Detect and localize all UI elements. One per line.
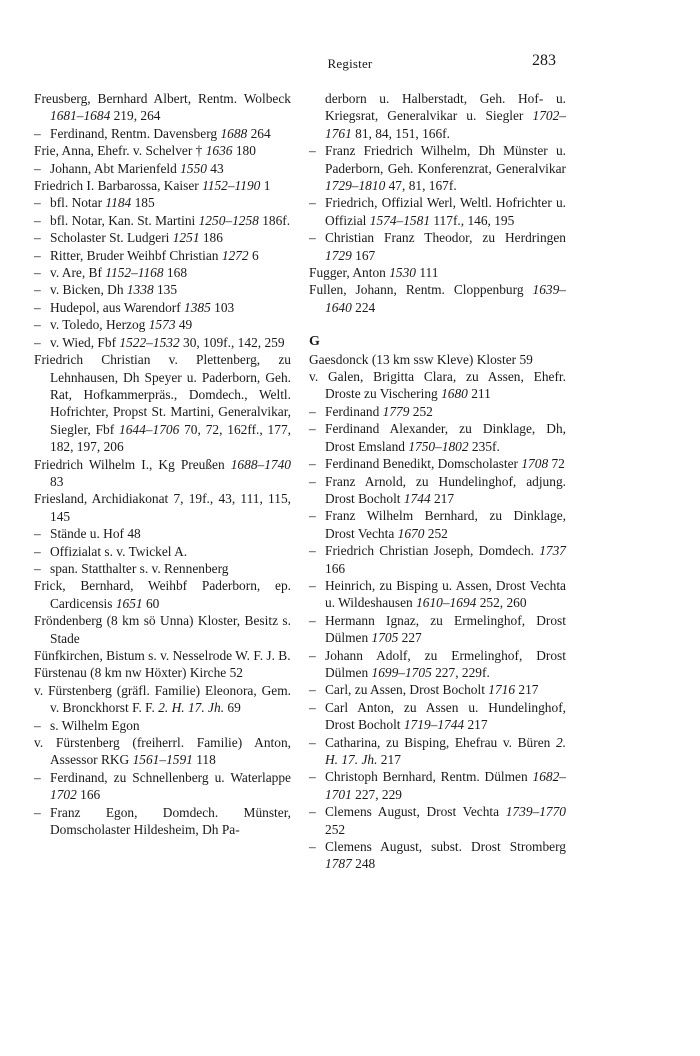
- subentry-dash: –: [309, 403, 316, 419]
- entry-text: Carl, zu Assen, Drost Bocholt: [325, 682, 489, 698]
- entry-date: 1636: [205, 143, 233, 159]
- entry-date: 1681–1684: [50, 108, 111, 124]
- index-subentry: [34, 264, 291, 281]
- entry-text: v. Fürstenberg (gräfl. Familie) Eleonora, Gem. v. Bronckhorst F. F.: [34, 682, 291, 716]
- entry-date: 1739–1770: [505, 804, 566, 820]
- subentry-dash: –: [34, 195, 41, 211]
- entry-text: 70, 72, 162ff., 177, 182, 197, 206: [50, 421, 291, 455]
- subentry-dash: –: [34, 560, 41, 576]
- subentry-dash: –: [309, 769, 316, 785]
- entry-date: 1702–1761: [325, 108, 566, 141]
- entry-text: Christian Franz Theodor, zu Herdringen: [325, 230, 566, 246]
- entry-date: 1550: [180, 160, 207, 176]
- index-subentry: [309, 577, 566, 612]
- entry-date: 1716: [488, 682, 516, 698]
- entry-text: v. Wied, Fbf: [50, 334, 120, 350]
- index-column-right: [309, 90, 566, 873]
- entry-text: Ferdinand, zu Schnellenberg u. Waterlappe: [50, 769, 291, 785]
- entry-date: 1750–1802: [408, 438, 469, 454]
- page-header-title: Register: [327, 56, 373, 71]
- entry-text: Johann, Abt Marienfeld: [50, 160, 181, 176]
- index-entry: [34, 664, 291, 681]
- entry-text: Johann Adolf, zu Ermelinghof, Drost Dülmen: [325, 647, 566, 680]
- index-subentry: [309, 507, 566, 542]
- entry-date: 1688–1740: [230, 456, 291, 472]
- index-subentry: [309, 142, 566, 194]
- entry-date: 1184: [105, 195, 132, 211]
- entry-date: 1272: [221, 247, 249, 263]
- index-subentry: [34, 299, 291, 316]
- index-subentry: [309, 473, 566, 508]
- entry-text: 60: [142, 595, 160, 611]
- entry-text: Friedrich Wilhelm I., Kg Preußen: [34, 456, 231, 472]
- entry-text: 217: [515, 682, 539, 698]
- entry-text: 211: [467, 386, 491, 402]
- entry-text: 69: [224, 700, 241, 716]
- index-entries-f: [309, 90, 566, 316]
- index-subentry: [309, 838, 566, 873]
- entry-text: Hudepol, aus Warendorf: [50, 299, 185, 315]
- entry-date: 1639–1640: [325, 282, 566, 315]
- subentry-dash: –: [34, 543, 41, 559]
- page-number: 283: [532, 52, 556, 69]
- entry-text: 264: [247, 125, 271, 141]
- subentry-dash: –: [309, 612, 316, 628]
- index-subentry: [309, 647, 566, 682]
- entry-date: 1787: [325, 856, 352, 872]
- entry-text: 81, 84, 151, 166f.: [351, 125, 450, 141]
- entry-text: 30, 109f., 142, 259: [179, 334, 285, 350]
- entry-text: 186: [199, 230, 223, 246]
- subentry-dash: –: [34, 230, 41, 246]
- entry-text: v. Fürstenberg (freiherrl. Familie) Anton, Assessor RKG: [34, 735, 291, 768]
- entry-date: 1251: [172, 230, 200, 246]
- entry-text: Franz Egon, Domdech. Münster, Domscholaster Hildesheim, Dh Pa-: [50, 804, 291, 838]
- entry-text: 118: [192, 752, 216, 768]
- index-entry: [309, 351, 566, 368]
- entry-text: 186f.: [258, 212, 291, 228]
- index-entry: [34, 734, 291, 769]
- entry-text: 1: [260, 178, 271, 194]
- subentry-dash: –: [34, 769, 41, 785]
- entry-text: 217: [464, 717, 488, 733]
- entry-text: 168: [163, 265, 188, 281]
- subentry-dash: –: [34, 125, 41, 141]
- entry-text: Fürstenau (8 km nw Höxter) Kirche 52: [34, 665, 243, 681]
- entry-text: v. Toledo, Herzog: [50, 317, 149, 333]
- index-subentry: [34, 229, 291, 246]
- index-subentry: [34, 281, 291, 298]
- entry-date: 1702: [50, 787, 77, 803]
- entry-date: 1250–1258: [198, 212, 259, 228]
- entry-date: 1729–1810: [325, 178, 386, 194]
- entry-text: bfl. Notar, Kan. St. Martini: [50, 212, 199, 228]
- entry-date: 1644–1706: [119, 421, 180, 437]
- entry-date: 1670: [397, 525, 425, 541]
- subentry-dash: –: [34, 282, 41, 298]
- entry-text: Gaesdonck (13 km ssw Kleve) Kloster 59: [309, 351, 533, 367]
- entry-text: derborn u. Halberstadt, Geh. Hof- u. Kriegsrat, Generalvikar u. Siegler: [325, 91, 566, 124]
- entry-date: 1574–1581: [369, 212, 431, 228]
- index-subentry: [309, 542, 566, 577]
- entry-date: 1719–1744: [403, 717, 465, 733]
- subentry-dash: –: [34, 717, 41, 733]
- subentry-dash: –: [34, 265, 41, 281]
- subentry-dash: –: [34, 247, 41, 263]
- index-subentry: [34, 717, 291, 734]
- index-subentry: [34, 316, 291, 333]
- entry-text: Friedrich I. Barbarossa, Kaiser: [34, 178, 203, 194]
- entry-text: Friedrich, Offizial Werl, Weltl. Hofrichter u. Offizial: [325, 195, 566, 228]
- entry-text: Heinrich, zu Bisping u. Assen, Drost Vechta u. Wildeshausen: [325, 577, 566, 611]
- entry-text: Franz Wilhelm Bernhard, zu Dinklage, Drost Vechta: [325, 508, 566, 541]
- index-entry: [34, 490, 291, 525]
- entry-text: 111: [415, 265, 439, 281]
- index-entry: [34, 682, 291, 717]
- entry-text: Frick, Bernhard, Weihbf Paderborn, ep. Cardicensis: [34, 578, 291, 611]
- entry-text: 103: [210, 299, 235, 315]
- entry-text: 252, 260: [476, 595, 527, 611]
- index-entry: [34, 142, 291, 159]
- entry-date: 1708: [521, 456, 549, 472]
- entry-text: Ritter, Bruder Weihbf Christian: [50, 247, 222, 263]
- index-subentry: [309, 699, 566, 734]
- entry-text: Ferdinand Alexander, zu Dinklage, Dh, Drost Emsland: [325, 421, 566, 454]
- entry-text: 219, 264: [110, 108, 161, 124]
- entry-text: 49: [175, 317, 193, 333]
- entry-text: v. Galen, Brigitta Clara, zu Assen, Ehefr. Droste zu Vischering: [309, 369, 566, 402]
- entry-date: 1744: [403, 490, 431, 506]
- index-subentry: [309, 612, 566, 647]
- entry-text: 217: [430, 490, 455, 506]
- index-entry: [34, 351, 291, 455]
- entry-text: Hermann Ignaz, zu Ermelinghof, Drost Dülmen: [325, 612, 566, 646]
- entry-text: 135: [153, 282, 178, 298]
- entry-text: 227, 229f.: [431, 664, 490, 680]
- index-subentry: [34, 525, 291, 542]
- index-entry: [309, 264, 566, 281]
- entry-text: Fröndenberg (8 km sö Unna) Kloster, Besitz s. Stade: [34, 613, 291, 646]
- subentry-dash: –: [309, 734, 316, 750]
- index-entry: [34, 577, 291, 612]
- entry-text: Offizialat s. v. Twickel A.: [50, 543, 188, 559]
- entry-text: 166: [325, 560, 346, 576]
- subentry-dash: –: [309, 839, 316, 855]
- index-subentry: [34, 560, 291, 577]
- entry-text: Ferdinand, Rentm. Davensberg: [50, 125, 221, 141]
- index-entry: [309, 368, 566, 403]
- index-subentry: [309, 194, 566, 229]
- entry-text: Freusberg, Bernhard Albert, Rentm. Wolbeck: [34, 91, 291, 106]
- index-subentry: [309, 734, 566, 769]
- entry-date: 1522–1532: [119, 334, 180, 350]
- entry-text: v. Are, Bf: [50, 265, 106, 281]
- entry-text: Friedrich Christian v. Plettenberg, zu Lehnhausen, Dh Speyer u. Paderborn, Geh. Rat, Hofkammerpräs., Domdech., Weltl. Hofrichter, Propst St. Martini, Generalvikar, Siegler, Fbf: [34, 352, 291, 437]
- index-subentry: [34, 160, 291, 177]
- entry-text: 217: [377, 752, 401, 768]
- index-subentry: [34, 212, 291, 229]
- letter-heading: G: [309, 334, 320, 350]
- entry-date: 1680: [441, 386, 468, 402]
- subentry-dash: –: [309, 456, 316, 472]
- entry-text: Franz Arnold, zu Hundelinghof, adjung. Drost Bocholt: [325, 473, 566, 506]
- entry-text: 167: [351, 247, 376, 263]
- index-subentry: [309, 229, 566, 264]
- entry-text: 252: [325, 821, 346, 837]
- subentry-dash: –: [309, 804, 316, 820]
- subentry-dash: –: [309, 195, 316, 211]
- index-entry: [309, 90, 566, 142]
- index-subentry: [309, 403, 566, 420]
- entry-date: 1530: [389, 265, 416, 281]
- subentry-dash: –: [309, 577, 316, 593]
- index-subentry: [309, 803, 566, 838]
- subentry-dash: –: [309, 143, 316, 159]
- entry-date: 1610–1694: [416, 595, 477, 611]
- index-subentry: [34, 125, 291, 142]
- subentry-dash: –: [34, 299, 41, 315]
- index-subentry: [34, 769, 291, 804]
- entry-date: 1561–1591: [132, 752, 193, 768]
- entry-date: 1573: [148, 317, 176, 333]
- entry-date: 1385: [184, 299, 211, 315]
- entry-date: 1651: [115, 595, 143, 611]
- subentry-dash: –: [34, 212, 41, 228]
- entry-date: 1338: [126, 282, 154, 298]
- index-entries-g: [309, 351, 566, 873]
- entry-date: 1152–1168: [105, 265, 164, 281]
- entry-text: Fullen, Johann, Rentm. Cloppenburg: [309, 282, 533, 298]
- index-entry: [34, 612, 291, 647]
- entry-text: Friedrich Christian Joseph, Domdech.: [325, 543, 540, 559]
- entry-date: 1152–1190: [202, 178, 261, 194]
- entry-text: 117f., 146, 195: [430, 212, 515, 228]
- entry-text: Fugger, Anton: [309, 265, 390, 281]
- entry-text: span. Statthalter s. v. Rennenberg: [50, 560, 229, 576]
- index-entry: [34, 647, 291, 664]
- index-subentry: [34, 543, 291, 560]
- entry-text: 235f.: [468, 438, 500, 454]
- entry-text: 227: [398, 630, 422, 646]
- index-column-left: [34, 90, 291, 838]
- subentry-dash: –: [309, 473, 316, 489]
- entry-date: 1699–1705: [371, 664, 432, 680]
- entry-text: v. Bicken, Dh: [50, 282, 127, 298]
- index-subentry: [309, 455, 566, 472]
- subentry-dash: –: [309, 421, 316, 437]
- entry-text: Ferdinand Benedikt, Domscholaster: [325, 456, 522, 472]
- entry-text: Frie, Anna, Ehefr. v. Schelver †: [34, 143, 206, 159]
- index-subentry: [34, 334, 291, 351]
- entry-date: 1779: [382, 403, 410, 419]
- entry-date: 1682–1701: [325, 769, 566, 802]
- entry-text: 248: [351, 856, 376, 872]
- subentry-dash: –: [34, 804, 41, 820]
- subentry-dash: –: [34, 526, 41, 542]
- entry-text: Ferdinand: [325, 403, 383, 419]
- entry-text: Franz Friedrich Wilhelm, Dh Münster u. Paderborn, Geh. Konferenzrat, Generalvikar: [325, 143, 566, 176]
- subentry-dash: –: [34, 334, 41, 350]
- entry-text: 252: [424, 525, 448, 541]
- entry-date: 2. H. 17. Jh.: [158, 700, 225, 716]
- subentry-dash: –: [309, 230, 316, 246]
- index-subentry: [34, 247, 291, 264]
- entry-date: 1705: [371, 630, 399, 646]
- subentry-dash: –: [34, 160, 41, 176]
- entry-text: bfl. Notar: [50, 195, 106, 211]
- index-subentry: [309, 768, 566, 803]
- entry-date: 1737: [539, 543, 566, 559]
- entry-text: 72: [548, 456, 565, 472]
- entry-text: 47, 81, 167f.: [385, 178, 457, 194]
- entry-text: Friesland, Archidiakonat 7, 19f., 43, 111, 115, 145: [34, 491, 291, 524]
- entry-text: 166: [76, 787, 101, 803]
- entry-text: Catharina, zu Bisping, Ehefrau v. Büren: [325, 734, 556, 750]
- entry-text: Christoph Bernhard, Rentm. Dülmen: [325, 769, 533, 785]
- index-subentry: [34, 194, 291, 211]
- entry-text: Fünfkirchen, Bistum s. v. Nesselrode W. F. J. B.: [34, 648, 291, 663]
- entry-text: s. Wilhelm Egon: [50, 717, 140, 733]
- entry-text: 185: [131, 195, 155, 211]
- index-subentry: [309, 681, 566, 698]
- entry-date: 1729: [325, 247, 352, 263]
- entry-text: 43: [206, 160, 224, 176]
- entry-text: 227, 229: [351, 786, 402, 802]
- subentry-dash: –: [309, 508, 316, 524]
- entry-text: Clemens August, subst. Drost Stromberg: [325, 839, 566, 855]
- subentry-dash: –: [309, 543, 316, 559]
- entry-date: 2. H. 17. Jh.: [325, 734, 566, 768]
- subentry-dash: –: [309, 699, 316, 715]
- subentry-dash: –: [309, 682, 316, 698]
- entry-text: Clemens August, Drost Vechta: [325, 804, 506, 820]
- entry-text: 180: [232, 143, 256, 159]
- entry-text: Stände u. Hof 48: [50, 526, 141, 542]
- entry-date: 1688: [220, 125, 248, 141]
- entry-text: 224: [351, 299, 376, 315]
- entry-text: Carl Anton, zu Assen u. Hundelinghof, Drost Bocholt: [325, 699, 566, 733]
- subentry-dash: –: [34, 317, 41, 333]
- entry-text: Scholaster St. Ludgeri: [50, 230, 173, 246]
- index-subentry: [309, 420, 566, 455]
- subentry-dash: –: [309, 647, 316, 663]
- index-entry: [34, 90, 291, 125]
- entry-text: 83: [50, 473, 64, 489]
- entry-text: 6: [248, 247, 259, 263]
- index-subentry: [34, 804, 291, 839]
- index-entry: [34, 456, 291, 491]
- entry-text: 252: [409, 403, 433, 419]
- index-entry: [34, 177, 291, 194]
- index-entry: [309, 281, 566, 316]
